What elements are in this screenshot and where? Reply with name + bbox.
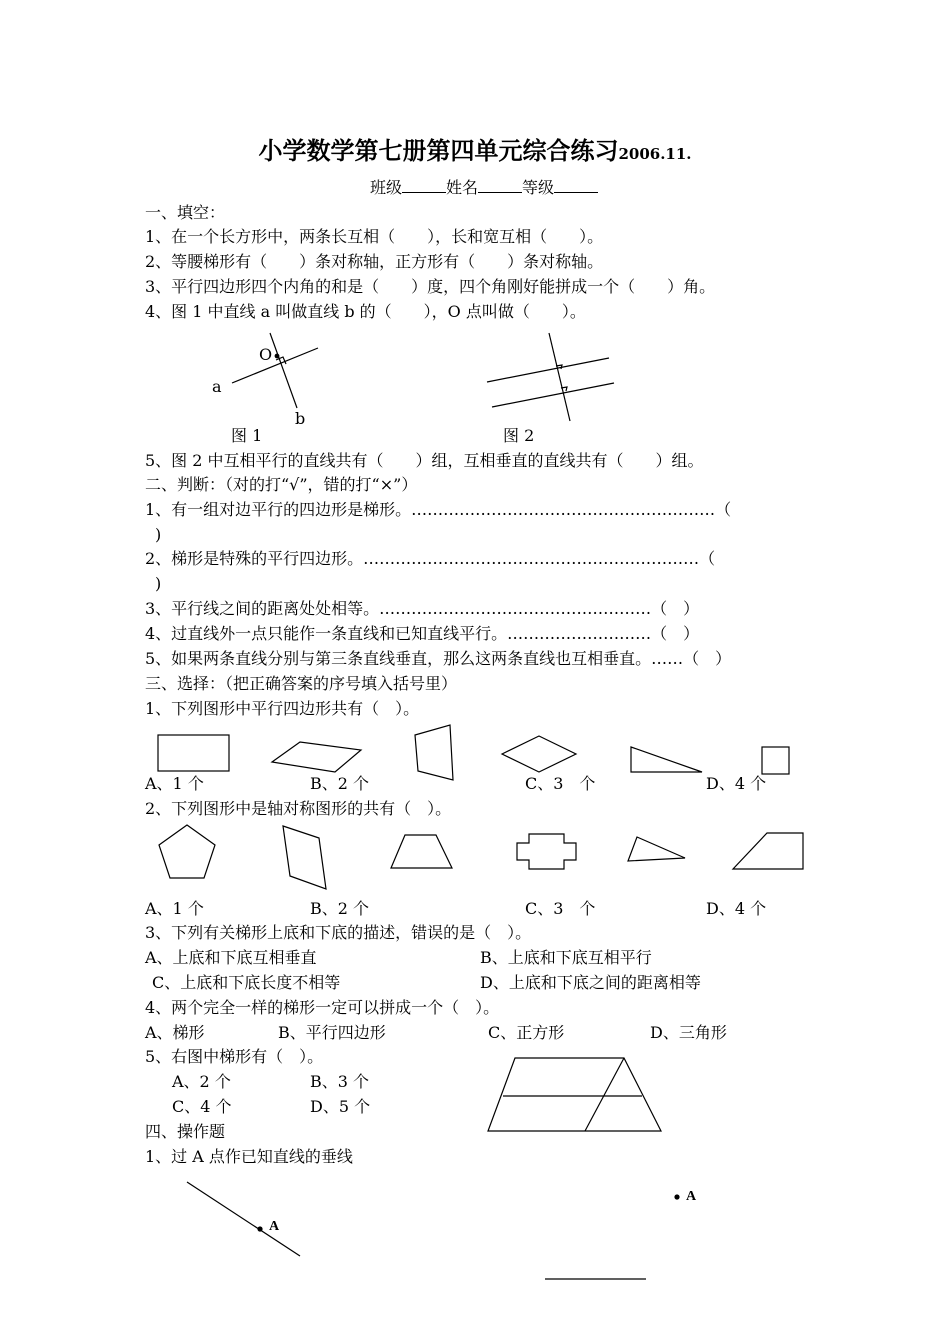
q1-shape-quadrilateral bbox=[415, 725, 453, 780]
judge-q4: 4、过直线外一点只能作一条直线和已知直线平行。………………………（ ） bbox=[145, 624, 700, 643]
q2-shape-triangle bbox=[628, 837, 685, 861]
choice-q3-opt-c: C、上底和下底长度不相等 bbox=[152, 973, 341, 992]
choice-q5-opt-d: D、5 个 bbox=[310, 1097, 371, 1116]
fill-q1: 1、在一个长方形中，两条长互相（ ），长和宽互相（ ）。 bbox=[145, 227, 604, 246]
choice-q5-opt-c: C、4 个 bbox=[172, 1097, 232, 1116]
choice-q4: 4、两个完全一样的梯形一定可以拼成一个（ ）。 bbox=[145, 998, 500, 1017]
q1-shape-parallelogram bbox=[272, 742, 361, 772]
fig2-caption: 图 2 bbox=[503, 426, 535, 445]
figure-2 bbox=[487, 333, 614, 421]
q1-shapes bbox=[158, 725, 789, 780]
judge-q1: 1、有一组对边平行的四边形是梯形。…………………………………………………（ bbox=[145, 500, 732, 519]
section3-heading: 三、选择：（把正确答案的序号填入括号里） bbox=[145, 674, 458, 693]
q2-shape-cross bbox=[517, 834, 576, 869]
fig2-line-2 bbox=[492, 383, 614, 407]
q1-shape-rectangle bbox=[158, 735, 229, 771]
fig1-point-o bbox=[275, 354, 279, 358]
q5-diagonal-line bbox=[585, 1058, 624, 1131]
fill-q5: 5、图 2 中互相平行的直线共有（ ）组，互相垂直的直线共有（ ）组。 bbox=[145, 451, 704, 470]
choice-q4-opt-b: B、平行四边形 bbox=[278, 1023, 386, 1042]
fig1-line-a bbox=[232, 348, 318, 383]
q2-shape-parallelogram bbox=[283, 826, 326, 889]
section2-heading: 二、判断：（对的打“√”，错的打“×”） bbox=[145, 475, 418, 494]
fig1-label-a: a bbox=[212, 377, 222, 396]
fig1-caption: 图 1 bbox=[231, 426, 263, 445]
q1-shape-rhombus bbox=[502, 736, 576, 772]
choice-q3-opt-b: B、上底和下底互相平行 bbox=[480, 948, 652, 967]
choice-q5-opt-b: B、3 个 bbox=[310, 1072, 370, 1091]
choice-q1-opt-b: B、2 个 bbox=[310, 774, 370, 793]
choice-q3: 3、下列有关梯形上底和下底的描述，错误的是（ ）。 bbox=[145, 923, 532, 942]
given-line bbox=[187, 1182, 300, 1256]
student-info: 班级 姓名 等级 bbox=[370, 178, 598, 198]
choice-q1: 1、下列图形中平行四边形共有（ ）。 bbox=[145, 699, 420, 718]
q2-shape-pentagon bbox=[159, 825, 215, 878]
point-a-label-left: A bbox=[269, 1219, 280, 1234]
operation-q1: 1、过 A 点作已知直线的垂线 bbox=[145, 1147, 353, 1166]
section4-heading: 四、操作题 bbox=[145, 1122, 226, 1141]
point-a-right bbox=[674, 1194, 679, 1199]
q5-figure bbox=[488, 1058, 661, 1131]
choice-q3-opt-a: A、上底和下底互相垂直 bbox=[145, 948, 317, 967]
choice-q2: 2、下列图形中是轴对称图形的共有（ ）。 bbox=[145, 799, 452, 818]
fig1-line-b bbox=[270, 333, 297, 408]
point-a-on-line bbox=[257, 1226, 262, 1231]
figure-1 bbox=[232, 333, 318, 408]
point-a-label-right: A bbox=[686, 1189, 697, 1204]
choice-q4-opt-c: C、正方形 bbox=[488, 1023, 565, 1042]
q2-shapes bbox=[159, 825, 803, 889]
fill-q2: 2、等腰梯形有（ ）条对称轴，正方形有（ ）条对称轴。 bbox=[145, 252, 604, 271]
q1-shape-square bbox=[762, 747, 789, 774]
fig2-line-vert bbox=[549, 333, 570, 421]
choice-q4-opt-d: D、三角形 bbox=[650, 1023, 727, 1042]
section1-heading: 一、填空： bbox=[145, 203, 226, 222]
q5-outer-trapezoid bbox=[488, 1058, 661, 1131]
choice-q2-opt-b: B、2 个 bbox=[310, 899, 370, 918]
choice-q3-opt-d: D、上底和下底之间的距离相等 bbox=[480, 973, 701, 992]
judge-q2-close: ) bbox=[155, 574, 162, 593]
choice-q1-opt-c: C、3 个 bbox=[525, 774, 596, 793]
choice-q5-opt-a: A、2 个 bbox=[172, 1072, 231, 1091]
choice-q2-opt-c: C、3 个 bbox=[525, 899, 596, 918]
choice-q5: 5、右图中梯形有（ ）。 bbox=[145, 1047, 324, 1066]
choice-q2-opt-d: D、4 个 bbox=[706, 899, 767, 918]
operation-figure bbox=[187, 1182, 680, 1279]
choice-q4-opt-a: A、梯形 bbox=[145, 1023, 205, 1042]
judge-q3: 3、平行线之间的距离处处相等。……………………………………………（ ） bbox=[145, 599, 700, 618]
fill-q3: 3、平行四边形四个内角的和是（ ）度，四个角刚好能拼成一个（ ）角。 bbox=[145, 277, 716, 296]
fig1-label-b: b bbox=[295, 409, 306, 428]
q2-shape-right-trapezoid bbox=[733, 833, 803, 869]
fill-q4: 4、图 1 中直线 a 叫做直线 b 的（ ），O 点叫做（ ）。 bbox=[145, 302, 586, 321]
q2-shape-trapezoid bbox=[391, 835, 452, 868]
choice-q1-opt-a: A、1 个 bbox=[145, 774, 204, 793]
page-title: 小学数学第七册第四单元综合练习2006.11. bbox=[258, 136, 692, 165]
date: 2006.11. bbox=[618, 145, 692, 163]
judge-q1-close: ) bbox=[155, 525, 162, 544]
judge-q2: 2、梯形是特殊的平行四边形。………………………………………………………（ bbox=[145, 549, 716, 568]
fig2-line-1 bbox=[487, 358, 609, 382]
q1-shape-triangle bbox=[631, 747, 702, 772]
fig1-label-o: O bbox=[259, 345, 273, 364]
choice-q2-opt-a: A、1 个 bbox=[145, 899, 204, 918]
judge-q5: 5、如果两条直线分别与第三条直线垂直，那么这两条直线也互相垂直。……（ ） bbox=[145, 649, 732, 668]
choice-q1-opt-d: D、4 个 bbox=[706, 774, 767, 793]
